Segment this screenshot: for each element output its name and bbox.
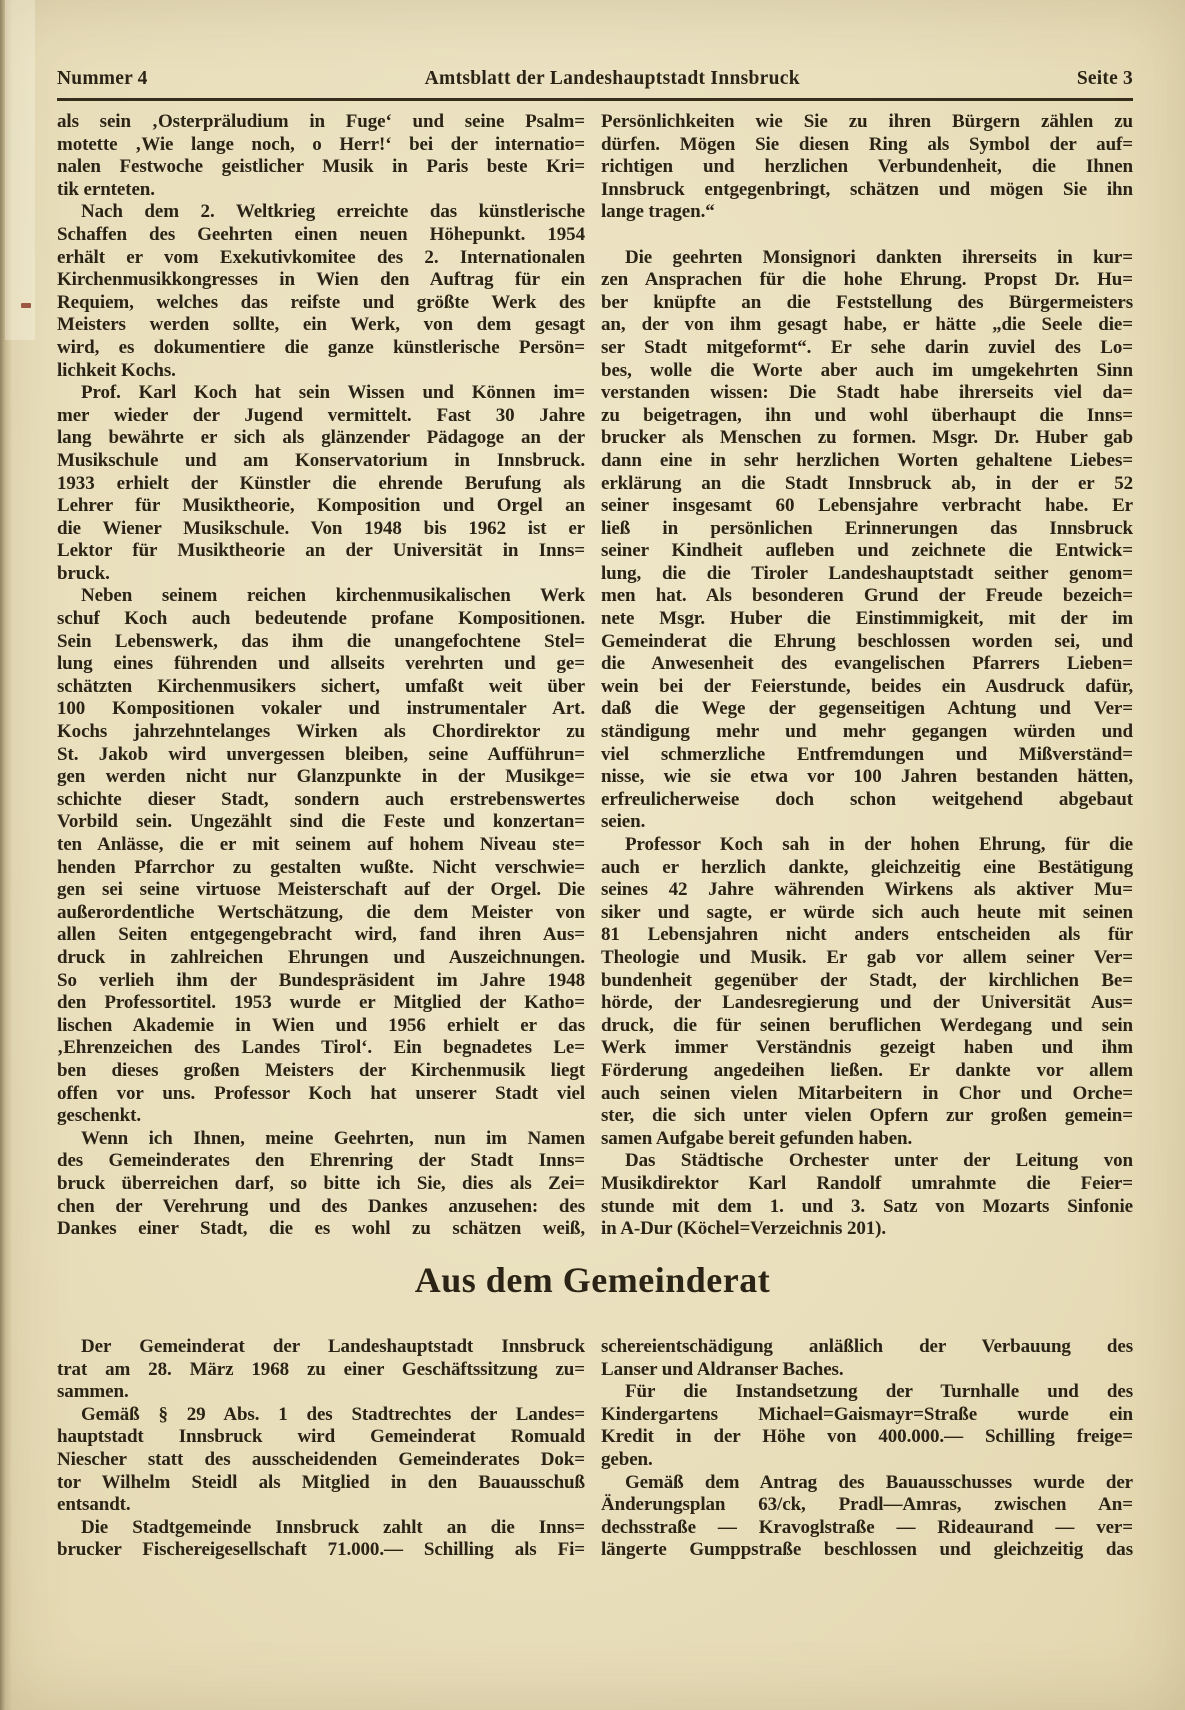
text-line: druck in zahlreichen Ehrungen und Auszeichnungen. (57, 946, 585, 968)
text-line: auch seinen vielen Mitarbeitern in Chor und Orche= (601, 1082, 1133, 1104)
text-line: Musikdirektor Karl Randolf umrahmte die Feier= (601, 1172, 1133, 1194)
text-line: schuf Koch auch bedeutende profane Kompositionen. (57, 608, 585, 630)
text-line: Kirchenmusikkongresses in Wien den Auftrag für ein (57, 269, 585, 291)
text-line: Prof. Karl Koch hat sein Wissen und Können im= (81, 382, 585, 404)
text-line: hauptstadt Innsbruck wird Gemeinderat Romuald (57, 1426, 585, 1448)
text-line: Schaffen des Geehrten einen neuen Höhepunkt. 1954 (57, 223, 585, 245)
article-column-right (601, 111, 1133, 1241)
text-line: schereientschädigung anläßlich der Verbauung des (601, 1336, 1133, 1357)
text-line: ber knüpfte an die Feststellung des Bürgermeisters (601, 291, 1133, 313)
text-line: bes, wolle die Worte aber auch im umgekehrten Sinn (601, 359, 1133, 381)
text-line: ließ in persönlichen Erinnerungen das Innsbruck (601, 517, 1133, 539)
text-line: bruck überreichen darf, so bitte ich Sie, dies als Zei= (57, 1172, 585, 1194)
scan-edge-highlight (5, 0, 35, 340)
text-line: 81 Lebensjahren nicht anders entscheiden als für (601, 924, 1133, 946)
text-line: Professor Koch sah in der hohen Ehrung, für die (625, 834, 1133, 855)
text-line: dechsstraße — Kravoglstraße — Rideaurand — ver= (601, 1516, 1133, 1538)
gemeinderat-column-right (601, 1336, 1133, 1562)
text-line: Kindergartens Michael=Gaismayr=Straße wurde ein (601, 1403, 1133, 1425)
text-line: chen der Verehrung und des Dankes anzusehen: des (57, 1195, 585, 1217)
text-line: Das Städtische Orchester unter der Leitung von (625, 1150, 1133, 1172)
text-line: Gemäß § 29 Abs. 1 des Stadtrechtes der Landes= (81, 1403, 585, 1425)
text-line: ten Anlässe, die er mit seinem auf hohem Niveau ste= (57, 834, 585, 855)
text-line: erhält er vom Exekutivkomitee des 2. Internationalen (57, 246, 585, 268)
text-line: ser Stadt mitgeformt“. Er sehe darin zuviel des Lo= (601, 336, 1133, 358)
text-line: nete Msgr. Huber die Einstimmigkeit, mit der im (601, 608, 1133, 630)
text-line: schichte dieser Stadt, sondern auch erstrebenswertes (57, 788, 585, 810)
text-line: dürfen. Mögen Sie diesen Ring als Symbol der auf= (601, 133, 1133, 155)
text-line: Änderungsplan 63/ck, Pradl—Amras, zwischen An= (601, 1494, 1133, 1516)
text-line: gen sei seine virtuose Meisterschaft auf der Orgel. Die (57, 879, 585, 901)
page-number: Seite 3 (1076, 68, 1133, 89)
text-line: Persönlichkeiten wie Sie zu ihren Bürgern zählen zu (601, 111, 1133, 132)
issue-number: Nummer 4 (57, 68, 148, 89)
text-line: ‚Ehrenzeichen des Landes Tirol‘. Ein begnadetes Le= (57, 1037, 585, 1059)
text-line: Die Stadtgemeinde Innsbruck zahlt an die Inns= (81, 1516, 585, 1538)
text-line: Musikschule und am Konservatorium in Innsbruck. (57, 449, 585, 471)
text-line: Gemäß dem Antrag des Bauausschusses wurde der (625, 1471, 1133, 1493)
text-line: außerordentliche Wertschätzung, die dem Meister von (57, 901, 585, 923)
text-line: erklärung an die Stadt Innsbruck ab, in der er 52 (601, 472, 1133, 494)
text-line: gen werden nicht nur Glanzpunkte in der Musikge= (57, 766, 585, 788)
text-line: allen Seiten entgegengebracht wird, fand ihren Aus= (57, 924, 585, 946)
text-line: hörde, der Landesregierung und der Universität Aus= (601, 992, 1133, 1014)
text-line: wein bei der Feierstunde, beides ein Ausdruck dafür, (601, 675, 1133, 697)
text-line: lischen Akademie in Wien und 1956 erhielt er das (57, 1014, 585, 1036)
header-rule (57, 98, 1133, 101)
text-line: ster, die sich unter vielen Opfern zur großen gemein= (601, 1105, 1133, 1127)
text-line: 100 Kompositionen vokaler und instrumentaler Art. (57, 698, 585, 720)
text-line: stunde mit dem 1. und 3. Satz von Mozarts Sinfonie (601, 1195, 1133, 1217)
text-line: offen vor uns. Professor Koch hat unserer Stadt viel (57, 1082, 585, 1104)
text-line: bruck. (57, 562, 110, 584)
text-line: trat am 28. März 1968 zu einer Geschäftssitzung zu= (57, 1358, 585, 1380)
text-line: zen Ansprachen für die hohe Ehrung. Propst Dr. Hu= (601, 269, 1133, 291)
text-line: Für die Instandsetzung der Turnhalle und des (625, 1381, 1133, 1403)
text-line: So verlieh ihm der Bundespräsident im Jahre 1948 (57, 969, 585, 991)
text-line: die Anwesenheit des evangelischen Pfarrers Lieben= (601, 653, 1133, 675)
text-line: Niescher statt des ausscheidenden Gemeinderates Dok= (57, 1448, 585, 1470)
text-line: an, der von ihm gesagt habe, er hätte „die Seele die= (601, 314, 1133, 336)
text-line: daß die Wege der gegenseitigen Achtung und Ver= (601, 698, 1133, 720)
text-line: lange tragen.“ (601, 201, 715, 223)
text-line: seien. (601, 811, 646, 833)
text-line: brucker als Menschen zu formen. Msgr. Dr. Huber gab (601, 427, 1133, 449)
text-line: Meisters werden sollte, ein Werk, von dem gesagt (57, 314, 585, 336)
section-heading: Aus dem Gemeinderat (414, 1260, 771, 1300)
text-line: erfreulicherweise doch schon weitgehend abgebaut (601, 788, 1133, 810)
text-line: geschenkt. (57, 1105, 141, 1127)
text-line: Innsbruck entgegenbringt, schätzen und mögen Sie ihn (601, 178, 1133, 200)
text-line: Dankes einer Stadt, die es wohl zu schätzen weiß, (57, 1218, 585, 1240)
text-line: bundenheit gegenüber der Stadt, der kirchlichen Be= (601, 969, 1133, 991)
text-line: seines 42 Jahre währenden Wirkens als aktiver Mu= (601, 879, 1133, 901)
text-line: schätzten Kirchenmusikers sichert, umfaßt weit über (57, 675, 585, 697)
text-line: motette ‚Wie lange noch, o Herr!‘ bei der internatio= (57, 133, 585, 155)
text-line: längerte Gumppstraße beschlossen und gleichzeitig das (601, 1539, 1133, 1561)
text-line: Theologie und Musik. Er gab vor allem seiner Ver= (601, 946, 1133, 968)
text-line: druck, die für seinen beruflichen Werdegang und sein (601, 1014, 1133, 1036)
text-line: 1933 erhielt der Künstler die ehrende Berufung als (57, 472, 585, 494)
text-line: Vorbild sein. Ungezählt sind die Feste und konzertan= (57, 811, 585, 833)
text-line: viel schmerzliche Entfremdungen und Mißverständ= (601, 743, 1133, 765)
text-line: in A-Dur (Köchel=Verzeichnis 201). (601, 1218, 887, 1240)
page-header (57, 67, 1133, 90)
text-line: brucker Fischereigesellschaft 71.000.— Schilling als Fi= (57, 1539, 585, 1561)
text-line: nisse, wie sie etwa vor 100 Jahren bestanden hätten, (601, 766, 1133, 788)
text-line: seiner insgesamt 60 Lebensjahre verbracht habe. Er (601, 495, 1133, 517)
article-column-left (57, 111, 585, 1241)
text-line: seiner Kindheit aufleben und zeichnete die Entwick= (601, 540, 1133, 562)
text-line: samen Aufgabe bereit gefunden haben. (601, 1127, 913, 1149)
text-line: Neben seinem reichen kirchenmusikalischen Werk (81, 585, 585, 607)
text-line: des Gemeinderates den Ehrenring der Stadt Inns= (57, 1150, 585, 1172)
text-line: dann eine in sehr herzlichen Worten gehaltene Liebes= (601, 449, 1133, 471)
text-line: lichkeit Kochs. (57, 359, 176, 381)
text-line: siker und sagte, er würde sich auch heute mit seinen (601, 901, 1133, 923)
text-line: die Wiener Musikschule. Von 1948 bis 1962 ist er (57, 517, 585, 539)
text-line: henden Pfarrchor zu gestalten wußte. Nicht verschwie= (57, 856, 585, 878)
text-line: tik ernteten. (57, 178, 155, 200)
text-line: Kochs jahrzehntelanges Wirken als Chordirektor zu (57, 721, 585, 743)
text-line: lung, die die Tiroler Landeshauptstadt seither genom= (601, 562, 1133, 584)
text-line: den Professortitel. 1953 wurde er Mitglied der Katho= (57, 992, 585, 1014)
masthead-title: Amtsblatt der Landeshauptstadt Innsbruck (424, 68, 800, 89)
gemeinderat-column-left (57, 1336, 585, 1562)
text-line: wird, es dokumentiere die ganze künstlerische Persön= (57, 336, 585, 358)
text-line: zu beigetragen, ihn und wohl überhaupt die Inns= (601, 404, 1133, 426)
text-line: geben. (601, 1448, 653, 1470)
text-line: entsandt. (57, 1494, 131, 1516)
text-line: sammen. (57, 1381, 129, 1403)
text-line: Nach dem 2. Weltkrieg erreichte das künstlerische (81, 201, 585, 223)
text-line: Lanser und Aldranser Baches. (601, 1358, 844, 1380)
text-line: Die geehrten Monsignori dankten ihrerseits in kur= (625, 246, 1133, 268)
text-line: Lektor für Musiktheorie an der Universität in Inns= (57, 540, 585, 562)
text-line: lung eines führenden und allseits verehrten und ge= (57, 653, 585, 675)
text-line: verstanden wissen: Die Stadt habe ihrerseits viel da= (601, 382, 1133, 404)
text-line: Wenn ich Ihnen, meine Geehrten, nun im Namen (81, 1127, 585, 1149)
text-line: ben dieses großen Meisters der Kirchenmusik liegt (57, 1059, 585, 1081)
text-line: St. Jakob wird unvergessen bleiben, seine Aufführun= (57, 743, 585, 765)
text-line: nalen Festwoche geistlicher Musik in Paris beste Kri= (57, 156, 585, 178)
text-line: ständigung mehr und mehr gegangen würden und (601, 721, 1133, 743)
text-line: als sein ‚Osterpräludium in Fuge‘ und seine Psalm= (57, 111, 585, 132)
text-line: auch er herzlich dankte, gleichzeitig eine Bestätigung (601, 856, 1133, 878)
text-line: Requiem, welches das reifste und größte Werk des (57, 291, 585, 313)
text-line: richtigen und herzlichen Verbundenheit, die Ihnen (601, 156, 1133, 178)
text-line: men hat. Als besonderen Grund der Freude bezeich= (601, 585, 1133, 607)
text-line: tor Wilhelm Steidl als Mitglied in den Bauausschuß (57, 1471, 585, 1493)
text-line: Sein Lebenswerk, das ihm die unangefochtene Stel= (57, 630, 585, 652)
text-line: Kredit in der Höhe von 400.000.— Schilling freige= (601, 1426, 1133, 1448)
text-line: Werk immer Verständnis gezeigt haben und ihm (601, 1037, 1133, 1059)
text-line: Der Gemeinderat der Landeshauptstadt Innsbruck (81, 1336, 585, 1357)
text-line: Gemeinderat die Ehrung beschlossen worden sei, und (601, 630, 1133, 652)
text-line: Förderung angedeihen ließen. Er dankte vor allem (601, 1059, 1133, 1081)
text-line: mer wieder der Jugend vermittelt. Fast 30 Jahre (57, 404, 585, 426)
scan-artifact (21, 303, 31, 308)
text-line: Lehrer für Musiktheorie, Komposition und Orgel an (57, 495, 585, 517)
text-line: lang bewährte er sich als glänzender Pädagoge an der (57, 427, 585, 449)
